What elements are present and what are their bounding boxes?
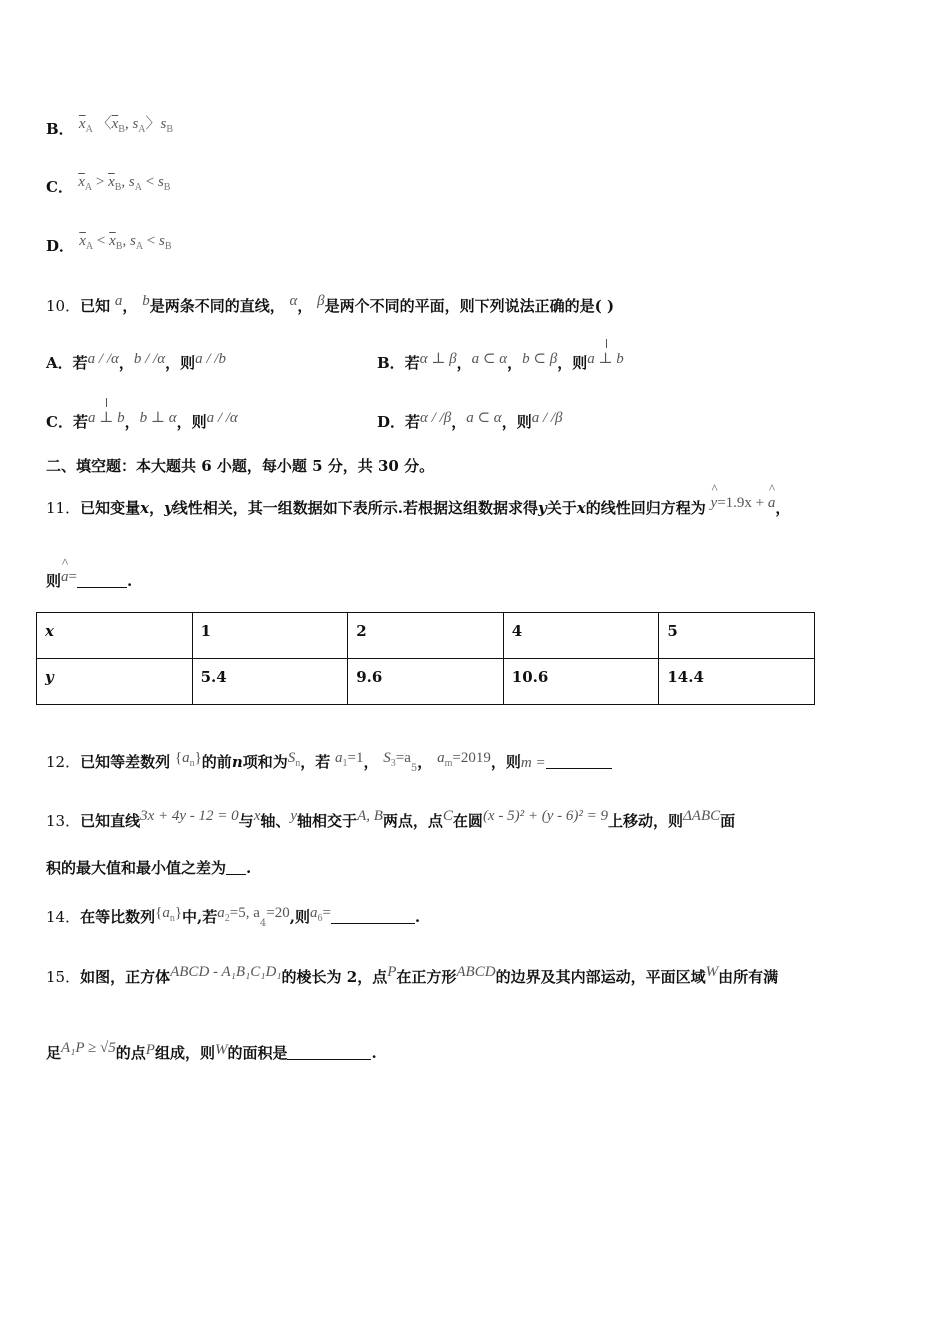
q10-option-a: A．若a / /α，b / /α，则a / /b [46, 351, 226, 372]
q15-blank[interactable] [287, 1045, 371, 1060]
q9-option-b-math: $\overline{x}_A$ 〈$\overline{x}_B$, $s_A$〉$s_B$ [78, 116, 174, 135]
q13-line2: 积的最大值和最小值之差为 . [46, 859, 252, 877]
table-row [37, 659, 815, 705]
q10-option-b: B．若α ⊥ β，a ⊂ α，b ⊂ β，则a ⊥ b [377, 351, 624, 372]
table-cell: 10.6 [503, 659, 659, 705]
table-cell: y [37, 659, 193, 705]
q13-blank[interactable] [226, 860, 246, 875]
table-cell: 5 [659, 613, 815, 659]
q15-line2: 足A₁P ≥ √5的点P组成，则W的面积是 . [46, 1040, 377, 1062]
table-cell: 4 [503, 613, 659, 659]
q12-blank[interactable] [546, 754, 612, 769]
table-cell: 1 [192, 613, 348, 659]
data-table [36, 612, 815, 705]
table-cell: 5.4 [192, 659, 348, 705]
section-heading: 二、填空题：本大题共 6 小题，每小题 5 分，共 30 分。 [46, 457, 435, 475]
q14-stem: 14．在等比数列$\{a_n\}$中,若$a_2=5$, $a_4=20$,则$a_6=$ . [46, 905, 421, 929]
table-cell: 9.6 [348, 659, 504, 705]
table-cell: x [37, 613, 193, 659]
q11-blank[interactable] [77, 573, 127, 588]
q9-option-c-math: $\overline{x}_A > \overline{x}_B$, $s_A < s_B$ [78, 174, 171, 193]
q10-option-d: D．若α / /β，a ⊂ α，则a / /β [377, 410, 563, 431]
q12-stem: 12．已知等差数列 $\{a_n\}$的前n项和为$S_n$，若 $a_1=1$， $S_3=a_5$， $a_m=2019$，则m = [46, 748, 612, 779]
q11-stem: 11．已知变量x，y线性相关，其一组数据如下表所示.若根据这组数据求得y关于x的线性回归方程为 ^ y=1.9x + ^ a， [46, 493, 790, 518]
q10-option-c: C．若a ⊥ b，b ⊥ α，则a / /α [46, 410, 238, 431]
table-row [37, 613, 815, 659]
q11-answer-line: 则^ a= . [46, 567, 132, 591]
q10-stem: 10．已知 a， b是两条不同的直线， α， β是两个不同的平面，则下列说法正确的是( ) [46, 293, 615, 315]
q9-option-c: C． $\overline{x}_A > \overline{x}_B$, $s_A < s_B$ [46, 174, 171, 196]
table-cell: 14.4 [659, 659, 815, 705]
q9-option-d-math: $\overline{x}_A < \overline{x}_B$, $s_A < s_B$ [79, 233, 172, 252]
q14-blank[interactable] [331, 909, 415, 924]
q15-stem: 15．如图，正方体ABCD - A₁B₁C₁D₁的棱长为 2，点P在正方形ABCD的边界及其内部运动，平面区域W由所有满 [46, 964, 779, 986]
q9-option-b: B． $\overline{x}_A$ 〈$\overline{x}_B$, $s_A$〉$s_B$ [46, 116, 174, 138]
q9-option-d: D． $\overline{x}_A < \overline{x}_B$, $s_A < s_B$ [46, 233, 172, 255]
q13-stem: 13．已知直线3x + 4y - 12 = 0与x轴、y轴相交于A, B两点，点C在圆(x - 5)² + (y - 6)² = 9上移动，则ΔABC面 [46, 808, 736, 830]
table-cell: 2 [348, 613, 504, 659]
